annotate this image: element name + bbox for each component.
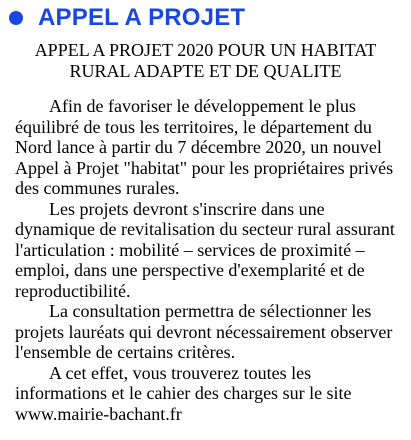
info-text: A cet effet, vous trouverez toutes les informations et le cahier des charges sur le site xyxy=(15,362,352,403)
subtitle-line-1: APPEL A PROJET 2020 POUR UN HABITAT xyxy=(34,40,377,60)
paragraph-intro: Afin de favoriser le développement le plus équilibré de tous les territoires, le département du Nord lance à partir du 7 décembre 2020, un nouvel Appel à Projet "habitat" pour les propriétaires privés des communes rurales. xyxy=(15,96,394,198)
website-link[interactable]: www.mairie-bachant.fr xyxy=(15,403,182,424)
section-title: APPEL A PROJET xyxy=(38,4,246,31)
subtitle-line-2: RURAL ADAPTE ET DE QUALITE xyxy=(69,61,342,81)
article-body xyxy=(15,96,405,424)
paragraph-info xyxy=(15,363,405,425)
paragraph-dynamics: Les projets devront s'inscrire dans une dynamique de revitalisation du secteur rural assurant l'articulation : mobilité – services de proximité – emploi, dans une perspective d'exemplarité et de reproductibilité. xyxy=(15,198,395,301)
paragraph-consultation: La consultation permettra de sélectionner les projets lauréats qui devront nécessairement observer l'ensemble de certains critères. xyxy=(15,301,393,362)
bullet-icon xyxy=(9,11,23,25)
section-header xyxy=(9,4,245,32)
